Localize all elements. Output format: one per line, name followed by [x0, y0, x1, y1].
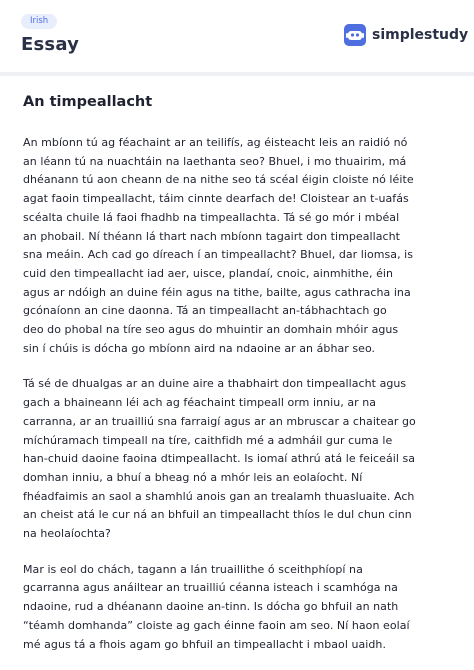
text-line: carranna, ar an truailliú sna farraigí agus ar an mbruscar a chaitear go	[23, 414, 416, 428]
text-line: mé agus tá a fhois agam go bhfuil an timpeallacht i mbaol uaidh.	[23, 637, 386, 651]
document-type-heading: Essay	[21, 34, 80, 55]
essay-content	[23, 92, 453, 670]
essay-paragraph-3	[23, 561, 453, 655]
text-line: sin í chúis is dócha go mbíonn aird na ndaoine ar an ábhar seo.	[23, 341, 376, 355]
text-line: “téamh domhanda” cloiste ag gach éinne faoin am seo. Ní haon eolaí	[23, 618, 410, 632]
simplestudy-logo-icon	[344, 24, 366, 46]
text-line: ndaoine, rud a dhéanann daoine an-tinn. Is dócha go bhfuil an nath	[23, 600, 399, 614]
text-line: an léann tú na nuachtáin na laethanta seo? Bhuel, i mo thuairim, má	[23, 154, 407, 168]
text-line: gach a bhaineann léi ach ag féachaint timpeall orm inniu, ar na	[23, 396, 377, 410]
text-line: an cheist atá le cur ná an bhfuil an timpeallacht thíos le dul chun cinn	[23, 508, 412, 522]
logo-text: simplestudy	[372, 27, 469, 43]
essay-title: An timpeallacht	[23, 94, 153, 110]
header-divider	[0, 72, 474, 76]
text-line: han-chuid daoine faoina dtimpeallacht. Is iomaí athrú atá le feiceáil sa	[23, 452, 416, 466]
text-line: Tá sé de dhualgas ar an duine aire a thabhairt don timpeallacht agus	[23, 377, 407, 391]
text-line: deo do phobal na tíre seo agus do mhuintir an domhain mhóir agus	[23, 323, 399, 337]
text-line: an phobail. Ní théann lá thart nach mbíonn tagairt don timpeallacht	[23, 229, 400, 243]
text-line: agus ar ndóigh an duine féin agus na tithe, bailte, agus cathracha ina	[23, 285, 411, 299]
text-line: fhéadfaimis an saol a shamhlú anois gan an trealamh thuasluaite. Ach	[23, 489, 415, 503]
text-line: míchúramach timpeall na tíre, caithfidh mé a admháil gur cuma le	[23, 433, 393, 447]
text-line: gcarranna agus anáiltear an truailliú céanna isteach i scamhóga na	[23, 581, 398, 595]
text-line: na heolaíochta?	[23, 527, 111, 541]
text-line: gcónaíonn an cine daonna. Tá an timpeallacht an-tábhachtach go	[23, 304, 387, 318]
text-line: sna meáin. Ach cad go díreach í an timpeallacht? Bhuel, dar liomsa, is	[23, 248, 414, 262]
page-header	[0, 0, 474, 72]
text-line: An mbíonn tú ag féachaint ar an teilifís, ag éisteacht leis an raidió nó	[23, 136, 408, 149]
essay-paragraph-1	[23, 134, 453, 358]
text-line: agat faoin timpeallacht, táim cinnte dearfach de! Cloistear an t-uafás	[23, 192, 409, 206]
essay-paragraph-2	[23, 375, 453, 543]
brand-logo[interactable]	[344, 23, 468, 47]
subject-tag: Irish	[21, 14, 57, 29]
text-line: domhan inniu, a bhuí a bheag nó a mhór leis an eolaíocht. Ní	[23, 470, 363, 484]
text-line: dhéanann tú aon cheann de na nithe seo tá scéal éigin cloiste nó léite	[23, 173, 414, 187]
text-line: Mar is eol do chách, tagann a lán truaillithe ó sceithphíopí na	[23, 562, 363, 576]
text-line: scéalta chuile lá faoi fhadhb na timpeallachta. Tá sé go mór i mbéal	[23, 210, 400, 224]
text-line: cuid den timpeallacht iad aer, uisce, plandaí, cnoic, ainmhithe, éin	[23, 266, 394, 280]
